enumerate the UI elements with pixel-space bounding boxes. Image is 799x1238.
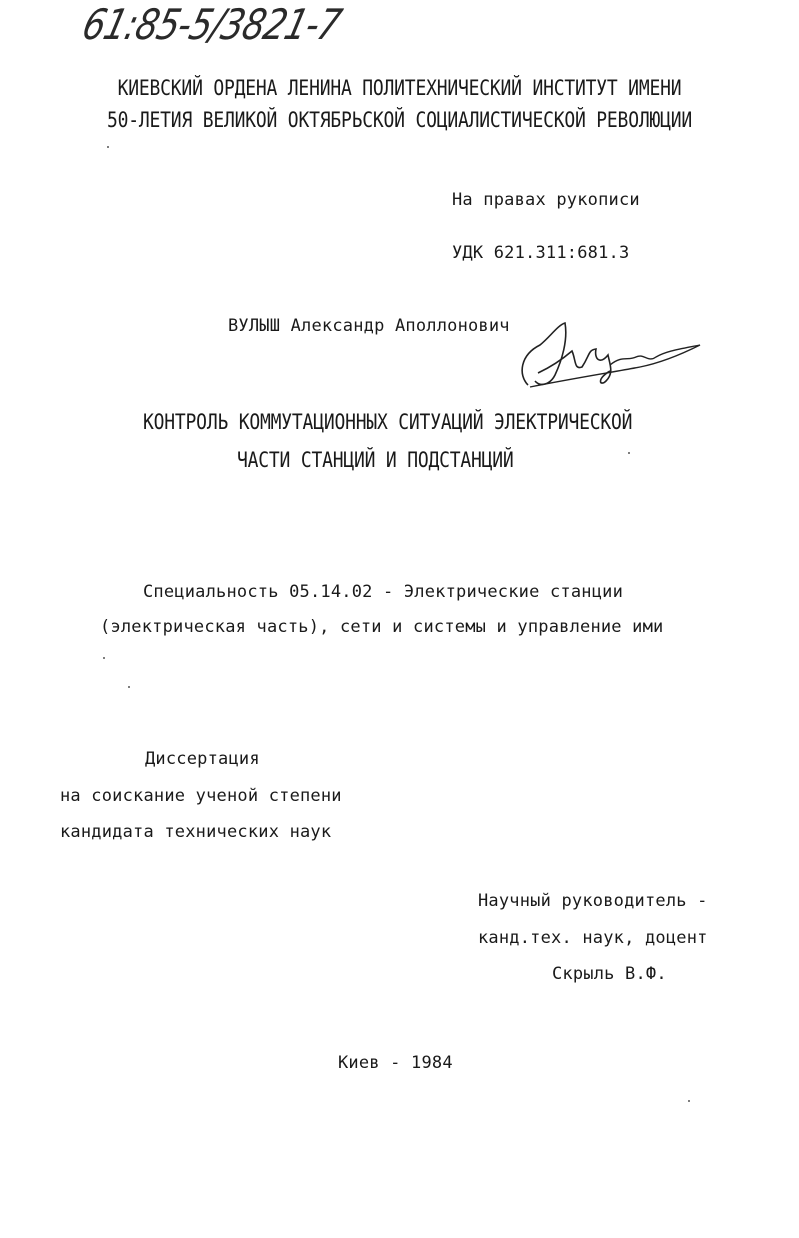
title-line-2: ЧАСТИ СТАНЦИЙ И ПОДСТАНЦИЙ: [237, 448, 514, 473]
udk-code: УДК 621.311:681.3: [452, 243, 630, 263]
supervisor-degree: канд.тех. наук, доцент: [478, 928, 708, 948]
author-name: ВУЛЫШ Александр Аполлонович: [228, 316, 510, 336]
archive-number: 61:85-5/3821-7: [77, 0, 346, 49]
scan-speck: [107, 146, 109, 148]
dissertation-label: Диссертация: [145, 749, 260, 769]
scan-speck: [128, 686, 130, 688]
institution-line-1: КИЕВСКИЙ ОРДЕНА ЛЕНИНА ПОЛИТЕХНИЧЕСКИЙ ИНСТИТУТ ИМЕНИ: [117, 76, 682, 101]
title-line-1: КОНТРОЛЬ КОММУТАЦИОННЫХ СИТУАЦИЙ ЭЛЕКТРИЧЕСКОЙ: [143, 410, 633, 435]
scan-speck: [628, 452, 630, 454]
author-signature: [510, 315, 710, 400]
specialty-line-1: Специальность 05.14.02 - Электрические станции: [143, 582, 624, 602]
supervisor-name: Скрыль В.Ф.: [552, 964, 667, 984]
dissertation-degree-line: на соискание ученой степени: [60, 786, 342, 806]
institution-line-2: 50-ЛЕТИЯ ВЕЛИКОЙ ОКТЯБРЬСКОЙ СОЦИАЛИСТИЧЕСКОЙ РЕВОЛЮЦИИ: [106, 108, 693, 133]
place-and-year: Киев - 1984: [338, 1053, 453, 1073]
scan-speck: [103, 657, 105, 659]
supervisor-role: Научный руководитель -: [478, 891, 708, 911]
scan-speck: [688, 1100, 690, 1102]
specialty-line-2: (электрическая часть), сети и системы и управление ими: [100, 617, 664, 637]
dissertation-field-line: кандидата технических наук: [60, 822, 332, 842]
rights-notice: На правах рукописи: [452, 190, 640, 210]
